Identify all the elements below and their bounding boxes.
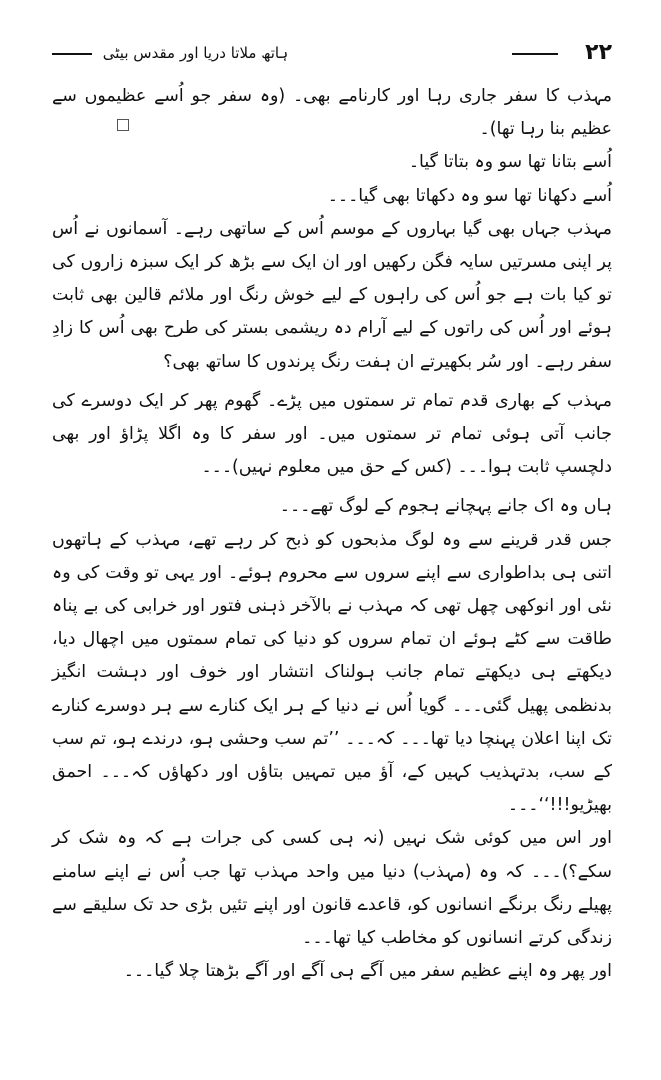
paragraph-3: اُسے دکھانا تھا سو وہ دکھاتا بھی گیا۔۔۔ [327, 185, 612, 206]
page-number: ۲۲ [585, 40, 612, 65]
paragraph-5: مہذب کے بھاری قدم تمام تر سمتوں میں پڑے۔ گھوم پھر کر ایک دوسرے کی جانب آتی ہوئی تمام تر سمتوں میں۔ اور سفر کا وہ اگلا پڑاؤ اور بھی دلچسپ ثابت ہوا۔۔۔ (کس کے حق میں معلوم نہیں)۔۔۔ [52, 390, 612, 478]
paragraph-1: مہذب کا سفر جاری رہا اور کارنامے بھی۔ (وہ سفر جو اُسے عظیموں سے عظیم بنا رہا تھا)۔ [52, 86, 612, 140]
paragraph-7: جس قدر قرینے سے وہ لوگ مذبحوں کو ذبح کر رہے تھے، مہذب کے ہاتھوں اتنی ہی بداطواری سے اپنے سروں سے محروم ہوئے۔ اور یہی تو وقت کی وہ نئی اور انوکھی چھل تھی کہ مہذب نے بالآخر ذہنی فتور اور خرابی کی بے پناہ طاقت سے کٹے ہوئے ان تمام سروں کو دنیا کی تمام سمتوں میں اچھال دیا، دیکھتے ہی دیکھتے تمام جانب ہولناک انتشار اور خوف اور دہشت انگیز بدنظمی پھیل گئی۔۔۔ گویا اُس نے دنیا کے ہر ایک کنارے سے ہر دوسرے کنارے تک اپنا اعلان پہنچا دیا تھا۔۔۔ کہ۔۔۔ ’’تم سب وحشی ہو، درندے ہو، تم سب کے سب، بدتہذیب کہیں کے، آؤ میں تمہیں بتاؤں اور دکھاؤں کہ۔۔۔ احمق بھیڑیو!!!‘‘۔۔۔ [52, 529, 612, 816]
body-text [52, 80, 612, 988]
running-title [52, 44, 288, 62]
paragraph-6: ہاں وہ اک جانے پہچانے ہجوم کے لوگ تھے۔۔۔ [279, 496, 612, 517]
header-rule [512, 53, 558, 55]
paragraph-9: اور پھر وہ اپنے عظیم سفر میں آگے ہی آگے اور آگے بڑھتا چلا گیا۔۔۔ [123, 961, 612, 982]
running-title-rule [52, 53, 92, 55]
paragraph-8: اور اس میں کوئی شک نہیں (نہ ہی کسی کی جرات ہے کہ وہ شک کر سکے؟)۔۔۔ کہ وہ (مہذب) دنیا میں واحد مہذب تھا جب اُس نے اپنے سامنے پھیلے رنگ برنگے انسانوں کو، قاعدے قانون اور اپنے تئیں بڑی حد تک سلیقے سے زندگی کرتے انسانوں کو مخاطب کیا تھا۔۔۔ [52, 828, 612, 949]
paragraph-4: مہذب جہاں بھی گیا بہاروں کے موسم اُس کے ساتھی رہے۔ آسمانوں نے اُس پر اپنی مسرتیں سایہ فگن رکھیں اور ان ایک سے بڑھ کر ایک سبزہ زاروں کی تو کیا بات ہے جو اُس کی راہوں کے لیے خوش رنگ اور ملائم قالین بھی ثابت ہوئے اور اُس کی راتوں کے لیے آرام دہ ریشمی بستر کی طرح بھی اُس کا زادِ سفر رہے۔ اور سُر بکھیرتے ان ہفت رنگ پرندوں کا ساتھ بھی؟ [52, 218, 612, 372]
paragraph-2: اُسے بتانا تھا سو وہ بتاتا گیا۔ [408, 152, 612, 173]
page-header [52, 40, 612, 80]
running-title-text: ہاتھ ملاتا دریا اور مقدس بیٹی [102, 44, 289, 62]
